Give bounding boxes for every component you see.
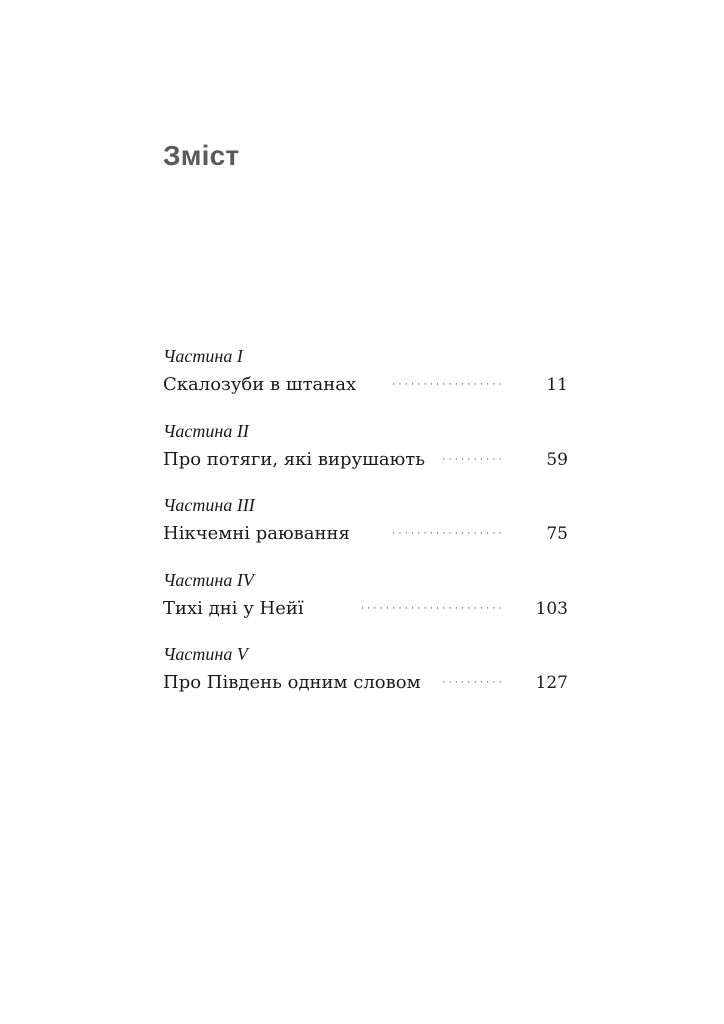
toc-entry-row[interactable] [163, 372, 568, 398]
part-label: Частина III [163, 495, 255, 515]
toc-list [163, 345, 568, 718]
dot-leader: ·················· [392, 380, 505, 390]
toc-entry-row[interactable] [163, 670, 568, 696]
toc-heading: Зміст [163, 140, 240, 171]
toc-entry-row[interactable] [163, 521, 568, 547]
page-number: 127 [535, 673, 568, 693]
toc-entry [163, 345, 568, 420]
toc-entry [163, 643, 568, 718]
toc-entry [163, 569, 568, 644]
toc-entry-row[interactable] [163, 447, 568, 473]
toc-entry [163, 494, 568, 569]
chapter-title: Скалозуби в штанах [163, 374, 357, 395]
dot-leader: ·········· [442, 454, 505, 465]
page-number: 59 [546, 449, 568, 470]
dot-leader: ·········· [442, 678, 505, 688]
part-label: Частина IV [163, 569, 254, 590]
page-number: 75 [546, 524, 568, 544]
dot-leader: ······················· [361, 603, 505, 614]
page-number: 103 [535, 598, 568, 619]
page-number: 11 [546, 375, 568, 395]
chapter-title: Про потяги, які вирушають [163, 448, 426, 470]
dot-leader: ·················· [392, 529, 505, 539]
chapter-title: Нікчемні раювання [163, 523, 350, 544]
toc-entry-row[interactable] [163, 596, 568, 622]
toc-entry [163, 420, 568, 495]
part-label: Частина II [163, 420, 249, 441]
part-label: Частина V [163, 644, 248, 664]
chapter-title: Тихі дні у Нейї [163, 597, 304, 619]
chapter-title: Про Південь одним словом [163, 672, 421, 693]
part-label: Частина I [163, 346, 243, 366]
